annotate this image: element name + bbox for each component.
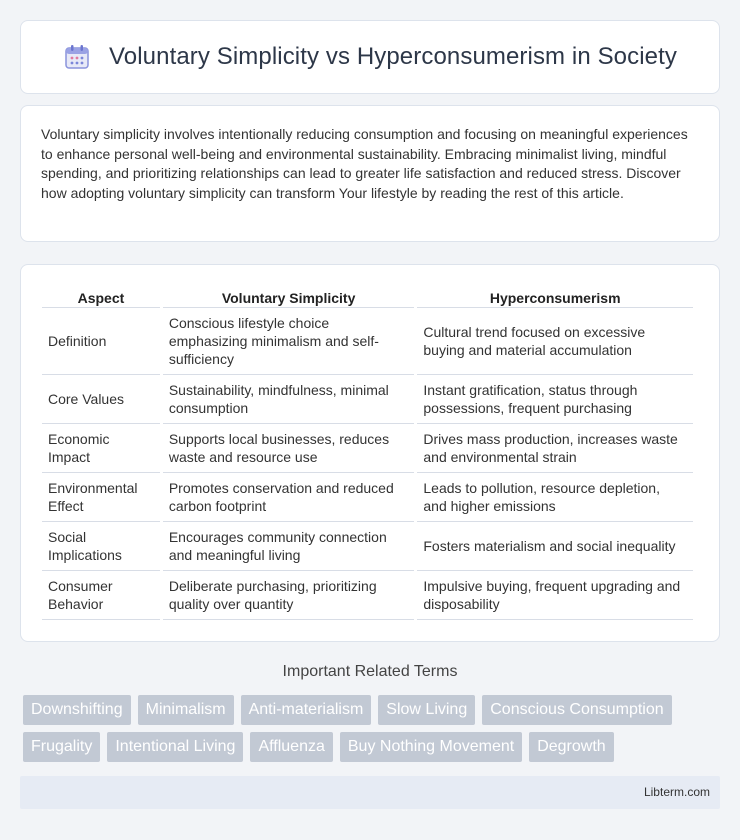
cell-hyperconsumerism: Fosters materialism and social inequality <box>417 522 693 571</box>
comparison-table-card <box>20 264 720 642</box>
table-row <box>42 308 693 375</box>
cell-aspect: Environmental Effect <box>42 473 160 522</box>
cell-voluntary-simplicity: Sustainability, mindfulness, minimal consumption <box>163 375 415 424</box>
intro-paragraph: Voluntary simplicity involves intentionally reducing consumption and focusing on meaningful experiences to enhance personal well-being and environmental sustainability. Embracing minimalist living, mindful spending, and prioritizing relationships can lead to greater life satisfaction and reduced stress. Discover how adopting voluntary simplicity can transform Your lifestyle by reading the rest of this article. <box>41 126 688 201</box>
tag-frugality[interactable]: Frugality <box>23 732 100 762</box>
calendar-icon <box>63 43 91 71</box>
footer <box>20 776 720 809</box>
cell-aspect: Consumer Behavior <box>42 571 160 620</box>
comparison-table <box>39 287 696 620</box>
tag-downshifting[interactable]: Downshifting <box>23 695 131 725</box>
intro-card <box>20 105 720 242</box>
related-terms-list <box>23 695 723 762</box>
tag-conscious-consumption[interactable]: Conscious Consumption <box>482 695 671 725</box>
page-title: Voluntary Simplicity vs Hyperconsumerism in Society <box>109 43 677 70</box>
cell-hyperconsumerism: Cultural trend focused on excessive buying and material accumulation <box>417 308 693 375</box>
table-row <box>42 473 693 522</box>
cell-voluntary-simplicity: Supports local businesses, reduces waste and resource use <box>163 424 415 473</box>
table-row <box>42 522 693 571</box>
cell-aspect: Economic Impact <box>42 424 160 473</box>
cell-hyperconsumerism: Instant gratification, status through possessions, frequent purchasing <box>417 375 693 424</box>
footer-site-link[interactable]: Libterm.com <box>643 785 710 799</box>
cell-voluntary-simplicity: Encourages community connection and meaningful living <box>163 522 415 571</box>
tag-intentional-living[interactable]: Intentional Living <box>107 732 243 762</box>
tag-anti-materialism[interactable]: Anti-materialism <box>241 695 372 725</box>
column-header-voluntary-simplicity: Voluntary Simplicity <box>163 287 415 308</box>
cell-hyperconsumerism: Leads to pollution, resource depletion, and higher emissions <box>417 473 693 522</box>
table-row <box>42 424 693 473</box>
cell-voluntary-simplicity: Deliberate purchasing, prioritizing quality over quantity <box>163 571 415 620</box>
related-terms-heading: Important Related Terms <box>282 663 458 680</box>
cell-aspect: Definition <box>42 308 160 375</box>
table-row <box>42 375 693 424</box>
cell-aspect: Core Values <box>42 375 160 424</box>
tag-degrowth[interactable]: Degrowth <box>529 732 613 762</box>
table-row <box>42 571 693 620</box>
cell-hyperconsumerism: Drives mass production, increases waste and environmental strain <box>417 424 693 473</box>
column-header-aspect: Aspect <box>42 287 160 308</box>
header <box>21 21 719 93</box>
tag-slow-living[interactable]: Slow Living <box>378 695 475 725</box>
column-header-hyperconsumerism: Hyperconsumerism <box>417 287 693 308</box>
cell-aspect: Social Implications <box>42 522 160 571</box>
header-card <box>20 20 720 94</box>
tag-minimalism[interactable]: Minimalism <box>138 695 234 725</box>
cell-voluntary-simplicity: Promotes conservation and reduced carbon footprint <box>163 473 415 522</box>
tag-affluenza[interactable]: Affluenza <box>250 732 332 762</box>
cell-hyperconsumerism: Impulsive buying, frequent upgrading and disposability <box>417 571 693 620</box>
cell-voluntary-simplicity: Conscious lifestyle choice emphasizing minimalism and self-sufficiency <box>163 308 415 375</box>
table-header-row <box>42 287 693 308</box>
tag-buy-nothing-movement[interactable]: Buy Nothing Movement <box>340 732 522 762</box>
